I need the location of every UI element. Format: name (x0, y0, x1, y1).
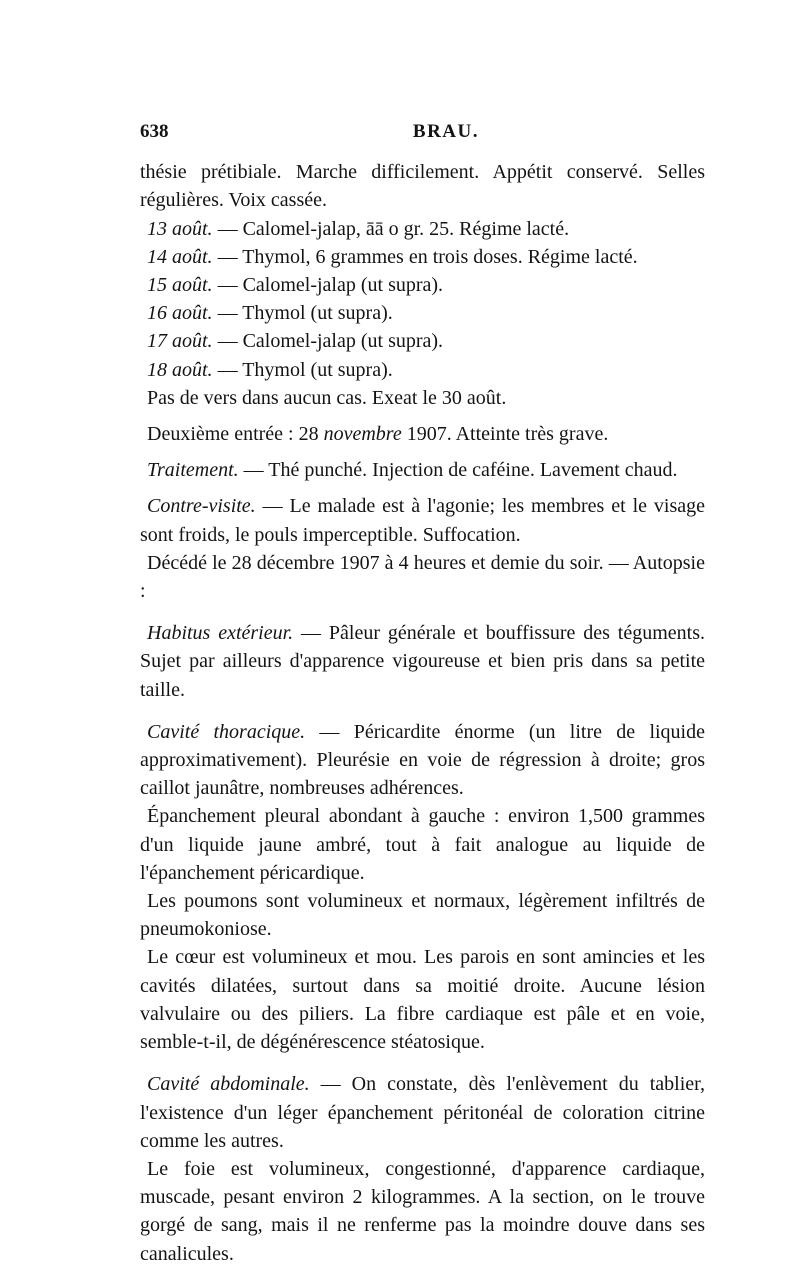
entry-date: 17 août. (147, 330, 213, 353)
paragraph-deces: Décédé le 28 décembre 1907 à 4 heures et demie du soir. — Autopsie : (140, 551, 705, 603)
paragraph-intro: thésie prétibiale. Marche difficilement. Appétit conservé. Selles régulières. Voix cassée. (140, 161, 705, 212)
entry-17-aout (147, 327, 705, 355)
contre-visite-text: — Le malade est à l'agonie; les membres et le visage sont froids, le pouls imperceptible. Suffocation. (140, 495, 705, 546)
paragraph-habitus (140, 619, 705, 704)
entry-text: — Thymol, 6 grammes en trois doses. Régime lacté. (212, 245, 638, 268)
thoracique-text: — Péricardite énorme (un litre de liquide approximativement). Pleurésie en voie de régression à droite; gros caillot jaunâtre, nombreuses adhérences. (140, 720, 705, 800)
paragraph-vers: Pas de vers dans aucun cas. Exeat le 30 août. (147, 386, 507, 409)
entry-15-aout (147, 271, 705, 299)
entry-text: — Calomel-jalap (ut supra). (212, 330, 444, 353)
section-label-traitement: Traitement. (147, 459, 239, 482)
paragraph-poumons: Les poumons sont volumineux et normaux, légèrement infiltrés de pneumokoniose. (140, 890, 705, 941)
entry-text: — Calomel-jalap, āā o gr. 25. Régime lacté. (212, 217, 570, 240)
paragraph-deuxieme-entree (140, 420, 705, 448)
page-number: 638 (140, 121, 169, 142)
entry-18-aout (147, 356, 705, 384)
paragraph-epanchement: Épanchement pleural abondant à gauche : environ 1,500 grammes d'un liquide jaune ambré, tout à fait analogue au liquide de l'épanchement péricardique. (140, 805, 705, 884)
entree-text-c: 1907. Atteinte très grave. (401, 423, 609, 446)
entry-text: — Thymol (ut supra). (212, 302, 393, 325)
section-label-thoracique: Cavité thoracique. (147, 720, 306, 743)
entry-14-aout (147, 243, 705, 271)
section-label-abdominale: Cavité abdominale. (147, 1073, 310, 1096)
daily-entries (140, 215, 705, 384)
page-header (140, 118, 705, 146)
entry-text: — Thymol (ut supra). (212, 358, 393, 381)
entry-13-aout (147, 215, 705, 243)
traitement-text: — Thé punché. Injection de caféine. Lavement chaud. (238, 459, 678, 482)
entree-month: novembre (323, 423, 402, 446)
abdominale-text: — On constate, dès l'enlèvement du tablier, l'existence d'un léger épanchement péritonéal de coloration citrine comme les autres. (140, 1073, 705, 1152)
entry-date: 14 août. (147, 245, 213, 268)
paragraph-cavite-abdominale (140, 1070, 705, 1155)
entry-date: 15 août. (147, 274, 213, 297)
section-label-contre-visite: Contre-visite. (147, 495, 256, 518)
paragraph-contre-visite (140, 492, 705, 548)
paragraph-coeur: Le cœur est volumineux et mou. Les parois en sont amincies et les cavités dilatées, surtout dans sa moitié droite. Aucune lésion valvulaire ou des piliers. La fibre cardiaque est pâle et en voie, semble-t-il, de dégénérescence stéatosique. (140, 946, 705, 1054)
paragraph-traitement (140, 456, 705, 484)
entree-text-a: Deuxième entrée : 28 (147, 423, 324, 446)
entry-date: 13 août. (147, 217, 213, 240)
section-label-habitus: Habitus extérieur. (147, 622, 294, 645)
running-head: BRAU. (412, 121, 479, 142)
entry-date: 18 août. (147, 358, 213, 381)
paragraph-cavite-thoracique (140, 718, 705, 803)
paragraph-foie: Le foie est volumineux, congestionné, d'apparence cardiaque, muscade, pesant environ 2 kilogrammes. A la section, on le trouve gorgé de sang, mais il ne renferme pas la moindre douve dans ses canalicules. (140, 1157, 705, 1265)
entry-date: 16 août. (147, 302, 213, 325)
entry-16-aout (147, 299, 705, 327)
habitus-text: — Pâleur générale et bouffissure des téguments. Sujet par ailleurs d'apparence vigoureuse et bien pris dans sa petite taille. (140, 622, 705, 701)
entry-text: — Calomel-jalap (ut supra). (212, 274, 444, 297)
